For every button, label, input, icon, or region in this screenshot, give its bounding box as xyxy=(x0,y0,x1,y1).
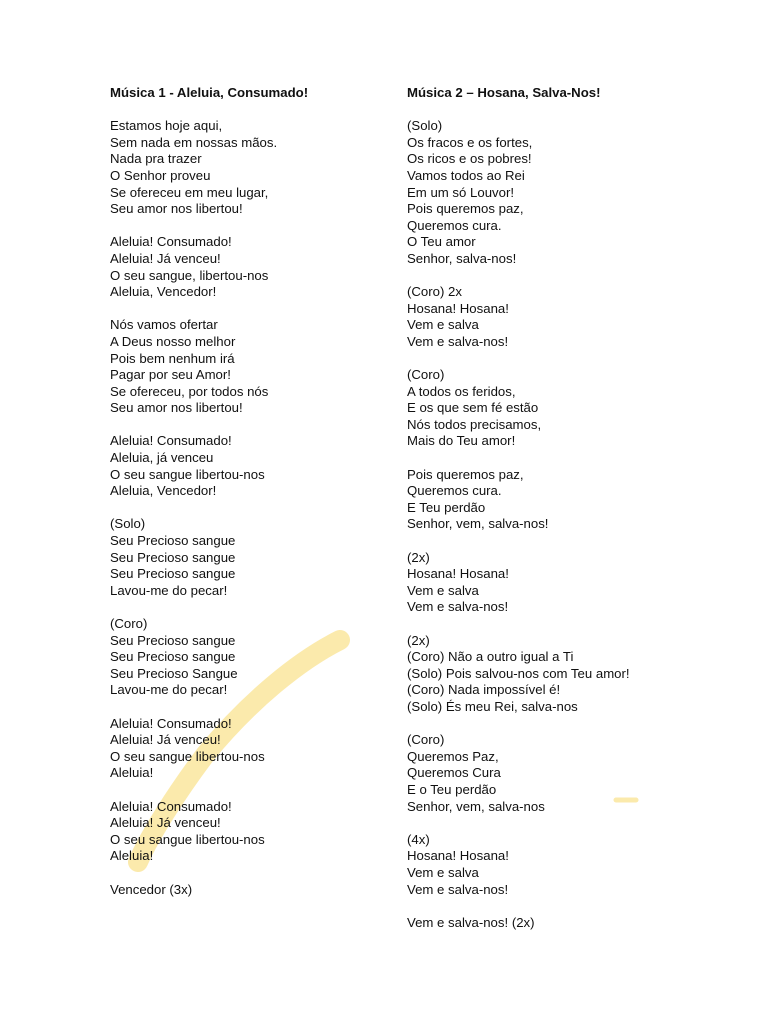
lyric-line: Seu Precioso sangue xyxy=(110,549,236,565)
stanza xyxy=(407,284,737,350)
lyric-line: Em um só Louvor! xyxy=(407,184,515,200)
lyric-line: Queremos Cura xyxy=(407,765,501,781)
lyric-line: Queremos cura. xyxy=(407,483,502,499)
lyric-line: Aleluia! xyxy=(110,765,154,781)
stanza xyxy=(407,367,737,450)
lyric-line: Aleluia! Consumado! xyxy=(110,798,232,814)
lyric-line: E os que sem fé estão xyxy=(407,400,539,416)
lyric-line: (Solo) Pois salvou-nos com Teu amor! xyxy=(407,665,630,681)
lyric-line: E o Teu perdão xyxy=(407,781,497,797)
lyric-line: Sem nada em nossas mãos. xyxy=(110,134,278,150)
lyric-line: (Solo) xyxy=(110,516,146,532)
lyric-line: O seu sangue libertou-nos xyxy=(110,466,265,482)
stanza xyxy=(407,915,737,932)
lyric-line: Queremos Paz, xyxy=(407,748,499,764)
song-1-column xyxy=(110,85,380,915)
lyric-line: Nada pra trazer xyxy=(110,151,202,167)
lyric-line: Aleluia! Já venceu! xyxy=(110,815,221,831)
lyric-line: Senhor, vem, salva-nos! xyxy=(407,516,549,532)
lyric-line: Vem e salva xyxy=(407,317,479,333)
lyric-line: Aleluia! Já venceu! xyxy=(110,250,221,266)
lyric-line: E Teu perdão xyxy=(407,499,486,515)
lyric-line: Aleluia, já venceu xyxy=(110,450,214,466)
lyric-line: Estamos hoje aqui, xyxy=(110,118,223,134)
lyric-line: Hosana! Hosana! xyxy=(407,566,509,582)
lyric-line: Lavou-me do pecar! xyxy=(110,582,228,598)
lyric-line: (Coro) xyxy=(110,616,148,631)
song-2-lyrics xyxy=(407,118,737,931)
lyric-line: O seu sangue libertou-nos xyxy=(110,831,265,847)
lyric-line: Aleluia, Vencedor! xyxy=(110,284,217,300)
lyric-line: Vem e salva-nos! xyxy=(407,333,509,349)
lyric-line: Hosana! Hosana! xyxy=(407,848,509,864)
lyric-line: Vem e salva-nos! (2x) xyxy=(407,914,535,930)
stanza xyxy=(110,317,380,417)
lyric-line: (2x) xyxy=(407,549,430,565)
lyric-line: (Coro) 2x xyxy=(407,284,462,300)
lyric-line: Se ofereceu, por todos nós xyxy=(110,383,269,399)
lyric-line: O seu sangue libertou-nos xyxy=(110,748,265,764)
lyric-line: Queremos cura. xyxy=(407,217,502,233)
lyric-line: Aleluia! xyxy=(110,848,154,864)
lyric-line: Mais do Teu amor! xyxy=(407,433,516,449)
lyric-line: O Teu amor xyxy=(407,234,476,250)
song-1-lyrics xyxy=(110,118,380,898)
stanza xyxy=(407,633,737,716)
lyric-line: Hosana! Hosana! xyxy=(407,300,509,316)
lyric-line: (Coro) xyxy=(407,732,445,748)
lyric-line: Lavou-me do pecar! xyxy=(110,682,228,698)
lyric-line: A todos os feridos, xyxy=(407,383,516,399)
lyric-line: (Solo) xyxy=(407,118,443,134)
lyric-line: (4x) xyxy=(407,831,430,847)
song-2-title: Música 2 – Hosana, Salva-Nos! xyxy=(407,85,601,100)
song-1-title: Música 1 - Aleluia, Consumado! xyxy=(110,85,309,100)
stanza xyxy=(407,832,737,898)
lyric-line: (Coro) Não a outro igual a Ti xyxy=(407,649,574,665)
stanza xyxy=(110,882,380,899)
lyric-line: Os fracos e os fortes, xyxy=(407,134,533,150)
lyric-line: Vem e salva-nos! xyxy=(407,599,509,615)
lyric-line: Vem e salva xyxy=(407,864,479,880)
lyric-line: Senhor, salva-nos! xyxy=(407,250,517,266)
stanza xyxy=(407,550,737,616)
lyric-line: Senhor, vem, salva-nos xyxy=(407,798,545,814)
lyric-line: Pois queremos paz, xyxy=(407,201,524,217)
stanza xyxy=(110,616,380,699)
lyric-line: Vem e salva xyxy=(407,582,479,598)
lyric-line: Se ofereceu em meu lugar, xyxy=(110,184,269,200)
lyric-line: O seu sangue, libertou-nos xyxy=(110,267,269,283)
song-2-column xyxy=(407,85,737,948)
lyric-line: Nós todos precisamos, xyxy=(407,416,542,432)
lyric-line: Pois bem nenhum irá xyxy=(110,350,235,366)
lyric-line: (Solo) És meu Rei, salva-nos xyxy=(407,698,578,714)
lyric-line: Pois queremos paz, xyxy=(407,466,524,482)
lyric-line: O Senhor proveu xyxy=(110,167,211,183)
lyric-line: A Deus nosso melhor xyxy=(110,333,236,349)
lyric-line: Aleluia, Vencedor! xyxy=(110,483,217,499)
lyric-line: Aleluia! Consumado! xyxy=(110,715,232,731)
lyric-line: Seu amor nos libertou! xyxy=(110,201,243,217)
lyric-line: Vamos todos ao Rei xyxy=(407,167,525,183)
stanza xyxy=(407,467,737,533)
stanza xyxy=(110,516,380,599)
stanza xyxy=(110,234,380,300)
lyric-line: Seu Precioso sangue xyxy=(110,632,236,648)
lyric-line: Vem e salva-nos! xyxy=(407,881,509,897)
lyric-line: (2x) xyxy=(407,632,430,648)
lyric-line: Nós vamos ofertar xyxy=(110,317,218,333)
lyric-line: Seu Precioso sangue xyxy=(110,533,236,549)
stanza xyxy=(407,732,737,815)
stanza xyxy=(110,716,380,782)
lyric-line: (Coro) xyxy=(407,367,445,383)
lyric-line: (Coro) Nada impossível é! xyxy=(407,682,561,698)
lyric-line: Seu Precioso Sangue xyxy=(110,665,238,681)
lyric-line: Aleluia! Consumado! xyxy=(110,234,232,250)
stanza xyxy=(110,433,380,499)
lyric-line: Pagar por seu Amor! xyxy=(110,367,231,383)
stanza xyxy=(407,118,737,267)
lyric-line: Seu amor nos libertou! xyxy=(110,400,243,416)
stanza xyxy=(110,118,380,218)
lyric-line: Os ricos e os pobres! xyxy=(407,151,532,167)
lyric-line: Seu Precioso sangue xyxy=(110,649,236,665)
lyric-line: Vencedor (3x) xyxy=(110,881,193,897)
stanza xyxy=(110,799,380,865)
lyric-line: Aleluia! Consumado! xyxy=(110,433,232,449)
lyric-line: Seu Precioso sangue xyxy=(110,566,236,582)
lyric-line: Aleluia! Já venceu! xyxy=(110,732,221,748)
